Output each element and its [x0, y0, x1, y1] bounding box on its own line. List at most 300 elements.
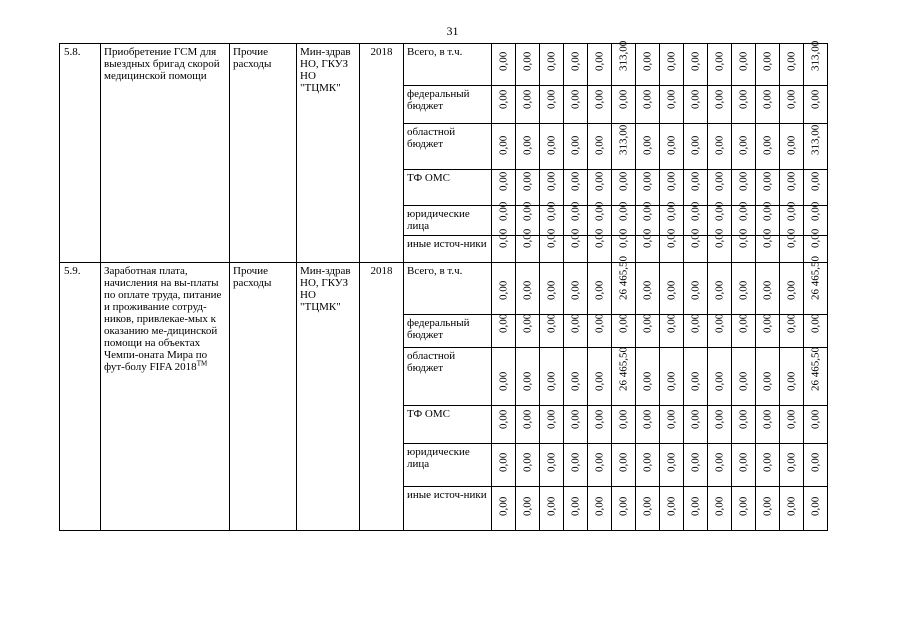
- value: 0,00: [569, 201, 581, 221]
- funding-source-cell: [404, 315, 492, 348]
- value: 0,00: [521, 371, 533, 391]
- value-cell: [540, 124, 564, 170]
- value-cell: [540, 228, 564, 263]
- funding-source: Всего, в т.ч.: [407, 46, 463, 58]
- value-cell: [612, 40, 636, 86]
- value: 0,00: [737, 89, 749, 109]
- value: 0,00: [713, 409, 725, 429]
- value: 0,00: [737, 228, 749, 248]
- value-cell: [540, 315, 564, 348]
- value-cell: [756, 263, 780, 315]
- value: 0,00: [785, 496, 797, 516]
- value: 0,00: [593, 89, 605, 109]
- value-cell: [780, 86, 804, 124]
- value: 0,00: [665, 496, 677, 516]
- value: 0,00: [545, 409, 557, 429]
- value-cell: [684, 124, 708, 170]
- value: 0,00: [569, 280, 581, 300]
- value: 0,00: [713, 89, 725, 109]
- value-cell: [492, 124, 516, 170]
- value: 26 465,50: [809, 347, 821, 391]
- value-cell: [708, 487, 732, 531]
- value: 313,00: [617, 124, 629, 155]
- value: 0,00: [761, 496, 773, 516]
- value-cell: [564, 44, 588, 86]
- value: 0,00: [617, 171, 629, 191]
- value-cell: [492, 86, 516, 124]
- value-cell: [516, 444, 540, 487]
- value: 0,00: [521, 496, 533, 516]
- value: 0,00: [809, 313, 821, 333]
- value: 0,00: [809, 89, 821, 109]
- value-cell: [708, 86, 732, 124]
- budget-table: [59, 40, 828, 531]
- value-cell: [540, 406, 564, 444]
- value: 0,00: [761, 201, 773, 221]
- value-cell: [564, 444, 588, 487]
- value: 0,00: [617, 201, 629, 221]
- value-cell: [540, 44, 564, 86]
- value-cell: [612, 348, 636, 406]
- value: 0,00: [689, 452, 701, 472]
- value: 0,00: [497, 201, 509, 221]
- value: 0,00: [545, 452, 557, 472]
- value-cell: [588, 170, 612, 206]
- value: 0,00: [497, 313, 509, 333]
- executor: Мин-здрав НО, ГКУЗ НО "ТЦМК": [300, 265, 351, 313]
- value-cell: [492, 315, 516, 348]
- value: 0,00: [785, 228, 797, 248]
- value: 0,00: [569, 313, 581, 333]
- value: 0,00: [617, 409, 629, 429]
- value: 0,00: [665, 135, 677, 155]
- value: 0,00: [497, 452, 509, 472]
- value: 313,00: [809, 124, 821, 155]
- year-cell: [360, 263, 404, 531]
- value: 313,00: [617, 40, 629, 71]
- value-cell: [660, 487, 684, 531]
- value: 0,00: [593, 228, 605, 248]
- value: 0,00: [809, 409, 821, 429]
- value: 0,00: [713, 452, 725, 472]
- value: 0,00: [785, 135, 797, 155]
- value: 0,00: [617, 313, 629, 333]
- value: 0,00: [689, 89, 701, 109]
- value-cell: [540, 444, 564, 487]
- value: 0,00: [665, 89, 677, 109]
- value: 313,00: [809, 40, 821, 71]
- value: 0,00: [809, 201, 821, 221]
- funding-source: областной бюджет: [407, 350, 456, 374]
- value-cell: [660, 44, 684, 86]
- value-cell: [708, 406, 732, 444]
- value-cell: [612, 124, 636, 170]
- value-cell: [588, 228, 612, 263]
- value: 26 465,50: [617, 347, 629, 391]
- value-cell: [732, 348, 756, 406]
- value-cell: [660, 315, 684, 348]
- value-cell: [780, 444, 804, 487]
- value-cell: [684, 170, 708, 206]
- value: 0,00: [521, 280, 533, 300]
- value-cell: [492, 348, 516, 406]
- value: 0,00: [545, 228, 557, 248]
- value-cell: [636, 406, 660, 444]
- value-cell: [516, 487, 540, 531]
- value: 0,00: [569, 89, 581, 109]
- value: 0,00: [521, 409, 533, 429]
- value: 0,00: [545, 201, 557, 221]
- value: 0,00: [521, 201, 533, 221]
- value: 0,00: [569, 496, 581, 516]
- value-cell: [588, 315, 612, 348]
- funding-source-cell: [404, 487, 492, 531]
- value: 0,00: [665, 409, 677, 429]
- value-cell: [732, 315, 756, 348]
- value: 0,00: [761, 280, 773, 300]
- expense-type: Прочие расходы: [233, 46, 272, 70]
- expense-type: Прочие расходы: [233, 265, 272, 289]
- funding-source: федеральный бюджет: [407, 88, 470, 112]
- value-cell: [660, 228, 684, 263]
- value-cell: [588, 44, 612, 86]
- value: 0,00: [785, 171, 797, 191]
- value: 0,00: [593, 171, 605, 191]
- value-cell: [588, 406, 612, 444]
- value-cell: [804, 256, 828, 315]
- value: 0,00: [497, 371, 509, 391]
- value: 0,00: [713, 201, 725, 221]
- value: 0,00: [785, 201, 797, 221]
- value: 0,00: [593, 313, 605, 333]
- value-cell: [612, 170, 636, 206]
- value: 0,00: [593, 452, 605, 472]
- value-cell: [492, 228, 516, 263]
- value-cell: [660, 348, 684, 406]
- item-name-text: Приобретение ГСМ для выездных бригад скорой медицинской помощи: [104, 46, 220, 82]
- value-cell: [684, 263, 708, 315]
- value: 0,00: [641, 409, 653, 429]
- value: 0,00: [785, 89, 797, 109]
- value-cell: [756, 86, 780, 124]
- value: 0,00: [569, 51, 581, 71]
- value-cell: [708, 315, 732, 348]
- value: 0,00: [689, 280, 701, 300]
- value: 0,00: [689, 171, 701, 191]
- value-cell: [516, 170, 540, 206]
- value: 0,00: [569, 135, 581, 155]
- value-cell: [492, 263, 516, 315]
- value: 0,00: [665, 201, 677, 221]
- value: 0,00: [785, 313, 797, 333]
- value-cell: [780, 315, 804, 348]
- value: 0,00: [641, 201, 653, 221]
- value: 0,00: [497, 280, 509, 300]
- year: 2018: [370, 46, 393, 58]
- value: 0,00: [593, 280, 605, 300]
- value: 0,00: [641, 496, 653, 516]
- value: 0,00: [593, 371, 605, 391]
- funding-source-cell: [404, 124, 492, 170]
- value: 0,00: [593, 496, 605, 516]
- value-cell: [732, 487, 756, 531]
- value-cell: [804, 487, 828, 531]
- value: 0,00: [569, 171, 581, 191]
- value-cell: [732, 124, 756, 170]
- value: 0,00: [737, 371, 749, 391]
- value-cell: [732, 406, 756, 444]
- value: 0,00: [665, 171, 677, 191]
- funding-source: юридические лица: [407, 446, 470, 470]
- value-cell: [780, 263, 804, 315]
- value-cell: [564, 170, 588, 206]
- value: 0,00: [689, 201, 701, 221]
- value: 0,00: [641, 89, 653, 109]
- funding-source: ТФ ОМС: [407, 408, 450, 420]
- value-cell: [756, 315, 780, 348]
- value: 0,00: [521, 313, 533, 333]
- value: 0,00: [569, 228, 581, 248]
- executor: Мин-здрав НО, ГКУЗ НО "ТЦМК": [300, 46, 351, 94]
- item-name: [101, 44, 229, 84]
- value: 0,00: [497, 228, 509, 248]
- value: 0,00: [569, 452, 581, 472]
- value: 0,00: [761, 313, 773, 333]
- value-cell: [804, 444, 828, 487]
- value: 0,00: [641, 171, 653, 191]
- value: 0,00: [689, 51, 701, 71]
- value-cell: [684, 228, 708, 263]
- value: 0,00: [689, 409, 701, 429]
- value-cell: [780, 406, 804, 444]
- value: 0,00: [737, 496, 749, 516]
- year: 2018: [370, 265, 393, 277]
- value-cell: [588, 348, 612, 406]
- value: 0,00: [665, 51, 677, 71]
- value-cell: [684, 315, 708, 348]
- value-cell: [732, 86, 756, 124]
- value-cell: [732, 263, 756, 315]
- value: 0,00: [809, 452, 821, 472]
- value: 0,00: [641, 313, 653, 333]
- value: 0,00: [641, 51, 653, 71]
- value-cell: [732, 44, 756, 86]
- value-cell: [684, 44, 708, 86]
- item-number-cell: [60, 44, 101, 263]
- value-cell: [804, 315, 828, 348]
- funding-source-cell: [404, 170, 492, 206]
- value: 0,00: [785, 280, 797, 300]
- value-cell: [516, 44, 540, 86]
- item-number: 5.8.: [64, 46, 81, 58]
- funding-source: Всего, в т.ч.: [407, 265, 463, 277]
- value: 0,00: [737, 452, 749, 472]
- value-cell: [732, 228, 756, 263]
- value: 0,00: [545, 135, 557, 155]
- value: 0,00: [545, 313, 557, 333]
- item-name: [101, 263, 229, 375]
- funding-source-cell: [404, 348, 492, 406]
- value-cell: [492, 444, 516, 487]
- value: 0,00: [737, 313, 749, 333]
- funding-source-cell: [404, 263, 492, 315]
- value: 0,00: [617, 228, 629, 248]
- value-cell: [780, 44, 804, 86]
- value-cell: [612, 406, 636, 444]
- value-cell: [564, 406, 588, 444]
- value: 0,00: [521, 171, 533, 191]
- value: 0,00: [713, 313, 725, 333]
- value-cell: [708, 228, 732, 263]
- value: 0,00: [713, 228, 725, 248]
- value: 0,00: [497, 171, 509, 191]
- value: 0,00: [641, 280, 653, 300]
- value-cell: [516, 124, 540, 170]
- value: 0,00: [761, 171, 773, 191]
- value: 0,00: [545, 496, 557, 516]
- value: 0,00: [689, 135, 701, 155]
- value-cell: [804, 406, 828, 444]
- table-row: [60, 44, 828, 86]
- value: 0,00: [665, 313, 677, 333]
- value-cell: [756, 487, 780, 531]
- value-cell: [684, 348, 708, 406]
- value: 0,00: [617, 89, 629, 109]
- value: 0,00: [689, 496, 701, 516]
- funding-source: иные источ-ники: [407, 489, 487, 501]
- value-cell: [804, 124, 828, 170]
- value-cell: [804, 86, 828, 124]
- value-cell: [660, 406, 684, 444]
- value: 0,00: [593, 51, 605, 71]
- value: 0,00: [737, 51, 749, 71]
- value: 0,00: [521, 228, 533, 248]
- item-name-text: Заработная плата, начисления на вы-платы по оплате труда, питание и проживание сотруд-ников, привлекае-мых к оказанию ме-дицинской помощи на объектах Чемпи-оната Мира по фут-болу FIFA 2018: [104, 265, 222, 373]
- value-cell: [540, 170, 564, 206]
- value-cell: [492, 406, 516, 444]
- value-cell: [636, 348, 660, 406]
- funding-source: юридические лица: [407, 208, 470, 232]
- value-cell: [756, 44, 780, 86]
- value-cell: [540, 86, 564, 124]
- value-cell: [708, 44, 732, 86]
- value-cell: [636, 170, 660, 206]
- value: 0,00: [785, 371, 797, 391]
- value-cell: [684, 86, 708, 124]
- value: 26 465,50: [617, 256, 629, 300]
- value: 0,00: [497, 135, 509, 155]
- funding-source-cell: [404, 44, 492, 86]
- value-cell: [732, 170, 756, 206]
- item-name-cell: [101, 44, 230, 263]
- value-cell: [660, 444, 684, 487]
- value-cell: [588, 487, 612, 531]
- expense-type-cell: [230, 44, 297, 263]
- funding-source: федеральный бюджет: [407, 317, 470, 341]
- value: 0,00: [545, 280, 557, 300]
- value: 0,00: [593, 201, 605, 221]
- value-cell: [636, 444, 660, 487]
- value-cell: [492, 44, 516, 86]
- funding-source: областной бюджет: [407, 126, 456, 150]
- value: 0,00: [521, 135, 533, 155]
- value-cell: [684, 444, 708, 487]
- value: 0,00: [737, 280, 749, 300]
- value: 0,00: [617, 452, 629, 472]
- value-cell: [588, 124, 612, 170]
- funding-source-cell: [404, 236, 492, 263]
- executor-cell: [297, 44, 360, 263]
- value: 0,00: [713, 371, 725, 391]
- value: 0,00: [785, 409, 797, 429]
- value-cell: [636, 228, 660, 263]
- value-cell: [756, 348, 780, 406]
- value: 0,00: [497, 51, 509, 71]
- value-cell: [516, 315, 540, 348]
- value: 0,00: [737, 171, 749, 191]
- value: 0,00: [545, 371, 557, 391]
- funding-source: ТФ ОМС: [407, 172, 450, 184]
- value: 0,00: [761, 89, 773, 109]
- value: 0,00: [497, 89, 509, 109]
- value: 0,00: [761, 228, 773, 248]
- value-cell: [708, 170, 732, 206]
- value: 0,00: [545, 89, 557, 109]
- value-cell: [756, 170, 780, 206]
- value: 0,00: [785, 452, 797, 472]
- value-cell: [516, 263, 540, 315]
- value-cell: [780, 487, 804, 531]
- page-number: 31: [446, 24, 459, 38]
- value-cell: [780, 228, 804, 263]
- value: 0,00: [737, 201, 749, 221]
- value-cell: [564, 487, 588, 531]
- year-cell: [360, 44, 404, 263]
- value-cell: [660, 124, 684, 170]
- funding-source: иные источ-ники: [407, 238, 487, 250]
- value-cell: [516, 348, 540, 406]
- expense-type-cell: [230, 263, 297, 531]
- item-number: 5.9.: [64, 265, 81, 277]
- value-cell: [732, 444, 756, 487]
- value-cell: [684, 406, 708, 444]
- value: 0,00: [521, 452, 533, 472]
- value-cell: [780, 170, 804, 206]
- item-name-cell: [101, 263, 230, 531]
- value-cell: [612, 86, 636, 124]
- value-cell: [636, 86, 660, 124]
- value-cell: [588, 263, 612, 315]
- value: 0,00: [569, 371, 581, 391]
- value: 26 465,50: [809, 256, 821, 300]
- value-cell: [564, 228, 588, 263]
- value: 0,00: [569, 409, 581, 429]
- value-cell: [636, 315, 660, 348]
- value-cell: [660, 170, 684, 206]
- value: 0,00: [617, 496, 629, 516]
- value-cell: [612, 315, 636, 348]
- value-cell: [804, 40, 828, 86]
- value-cell: [612, 256, 636, 315]
- value: 0,00: [665, 280, 677, 300]
- value-cell: [540, 487, 564, 531]
- value-cell: [564, 86, 588, 124]
- value: 0,00: [593, 135, 605, 155]
- value-cell: [756, 406, 780, 444]
- value-cell: [804, 170, 828, 206]
- value: 0,00: [761, 409, 773, 429]
- value: 0,00: [809, 496, 821, 516]
